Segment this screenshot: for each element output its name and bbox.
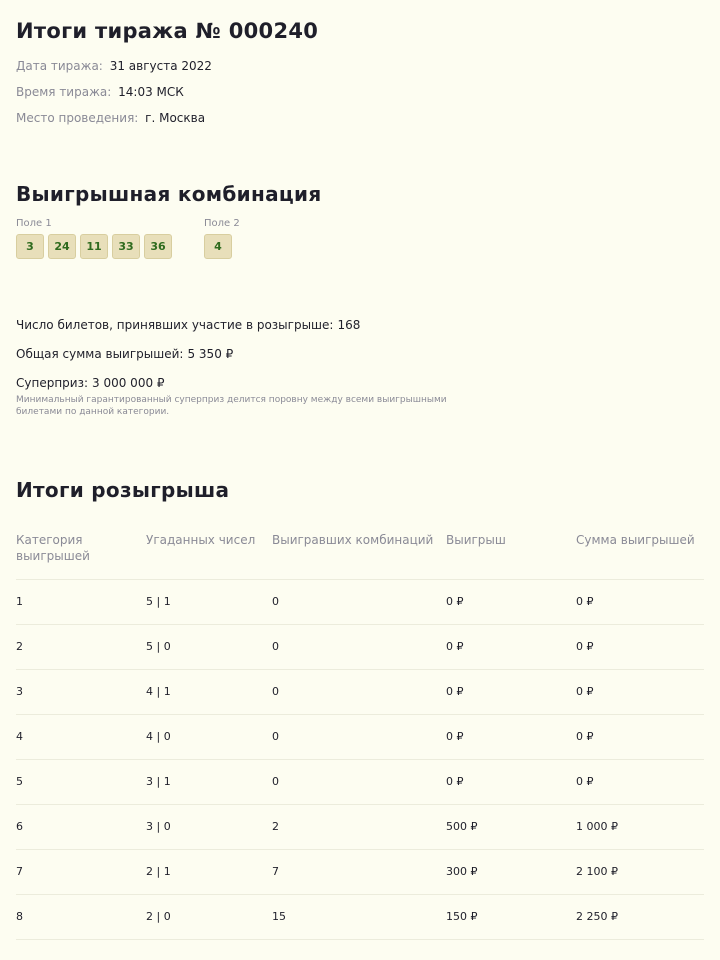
prize-cell: 500 ₽ [446, 805, 576, 850]
tickets-value: 168 [337, 318, 361, 332]
column-header: Выигрыш [446, 516, 576, 580]
draw-stats [16, 317, 704, 418]
prize-cell: 300 ₽ [446, 850, 576, 895]
tickets-count [16, 317, 704, 333]
category-cell: 3 [16, 670, 146, 715]
meta-label: Дата тиража: [16, 59, 103, 73]
results-table [16, 516, 704, 940]
field-1 [16, 218, 176, 259]
results-title: Итоги розыгрыша [16, 478, 230, 502]
category-cell: 5 [16, 760, 146, 805]
category-cell: 1 [16, 580, 146, 625]
number-ball: 33 [112, 234, 140, 259]
field-1-numbers [16, 234, 176, 259]
winners-cell: 15 [272, 895, 446, 940]
superprize-value: 3 000 000 ₽ [92, 376, 165, 390]
field-1-label: Поле 1 [16, 218, 52, 229]
winners-cell: 0 [272, 670, 446, 715]
meta-label: Время тиража: [16, 85, 112, 99]
total-label: Общая сумма выигрышей: [16, 347, 184, 361]
number-ball: 11 [80, 234, 108, 259]
prize-cell: 0 ₽ [446, 625, 576, 670]
prize-cell: 0 ₽ [446, 760, 576, 805]
category-cell: 6 [16, 805, 146, 850]
sum-cell: 0 ₽ [576, 670, 704, 715]
table-row [16, 895, 704, 940]
column-header: Угаданных чисел [146, 516, 272, 580]
matched-cell: 2 | 0 [146, 895, 272, 940]
combination-title: Выигрышная комбинация [16, 182, 322, 206]
number-ball: 24 [48, 234, 76, 259]
sum-cell: 0 ₽ [576, 580, 704, 625]
matched-cell: 3 | 1 [146, 760, 272, 805]
table-row [16, 760, 704, 805]
meta-label: Место проведения: [16, 111, 139, 125]
field-2-numbers [204, 234, 240, 259]
matched-cell: 5 | 0 [146, 625, 272, 670]
table-header-row [16, 516, 704, 580]
category-cell: 2 [16, 625, 146, 670]
sum-cell: 0 ₽ [576, 625, 704, 670]
total-winnings [16, 346, 704, 362]
category-cell: 8 [16, 895, 146, 940]
tickets-label: Число билетов, принявших участие в розыгрыше: [16, 318, 334, 332]
prize-cell: 0 ₽ [446, 715, 576, 760]
total-value: 5 350 ₽ [187, 347, 234, 361]
meta-row-time [16, 84, 704, 100]
meta-value: г. Москва [145, 111, 206, 125]
category-cell: 7 [16, 850, 146, 895]
superprize-note: Минимальный гарантированный суперприз делится поровну между всеми выигрышными билетами по данной категории. [16, 395, 447, 417]
draw-meta [16, 58, 704, 126]
field-2 [204, 218, 240, 259]
winners-cell: 0 [272, 715, 446, 760]
sum-cell: 2 100 ₽ [576, 850, 704, 895]
table-row [16, 715, 704, 760]
table-row [16, 850, 704, 895]
page-title: Итоги тиража № 000240 [16, 19, 319, 43]
table-row [16, 625, 704, 670]
winners-cell: 0 [272, 760, 446, 805]
field-2-label: Поле 2 [204, 218, 240, 229]
category-cell: 4 [16, 715, 146, 760]
winners-cell: 0 [272, 625, 446, 670]
number-ball: 36 [144, 234, 172, 259]
prize-cell: 0 ₽ [446, 670, 576, 715]
winners-cell: 2 [272, 805, 446, 850]
meta-row-date [16, 58, 704, 74]
table-row [16, 580, 704, 625]
matched-cell: 2 | 1 [146, 850, 272, 895]
prize-cell: 150 ₽ [446, 895, 576, 940]
table-row [16, 670, 704, 715]
number-ball: 3 [16, 234, 44, 259]
matched-cell: 4 | 1 [146, 670, 272, 715]
matched-cell: 5 | 1 [146, 580, 272, 625]
meta-row-place [16, 110, 704, 126]
superprize [16, 375, 704, 391]
column-header: Категория выигрышей [16, 516, 146, 580]
number-ball: 4 [204, 234, 232, 259]
column-header: Выигравших комбинаций [272, 516, 446, 580]
sum-cell: 0 ₽ [576, 760, 704, 805]
meta-value: 14:03 МСК [118, 85, 184, 99]
superprize-label: Суперприз: [16, 376, 89, 390]
sum-cell: 0 ₽ [576, 715, 704, 760]
table-row [16, 805, 704, 850]
sum-cell: 1 000 ₽ [576, 805, 704, 850]
winners-cell: 0 [272, 580, 446, 625]
matched-cell: 4 | 0 [146, 715, 272, 760]
prize-cell: 0 ₽ [446, 580, 576, 625]
matched-cell: 3 | 0 [146, 805, 272, 850]
column-header: Сумма выигрышей [576, 516, 704, 580]
winning-combination [16, 218, 704, 259]
winners-cell: 7 [272, 850, 446, 895]
sum-cell: 2 250 ₽ [576, 895, 704, 940]
meta-value: 31 августа 2022 [109, 59, 212, 73]
